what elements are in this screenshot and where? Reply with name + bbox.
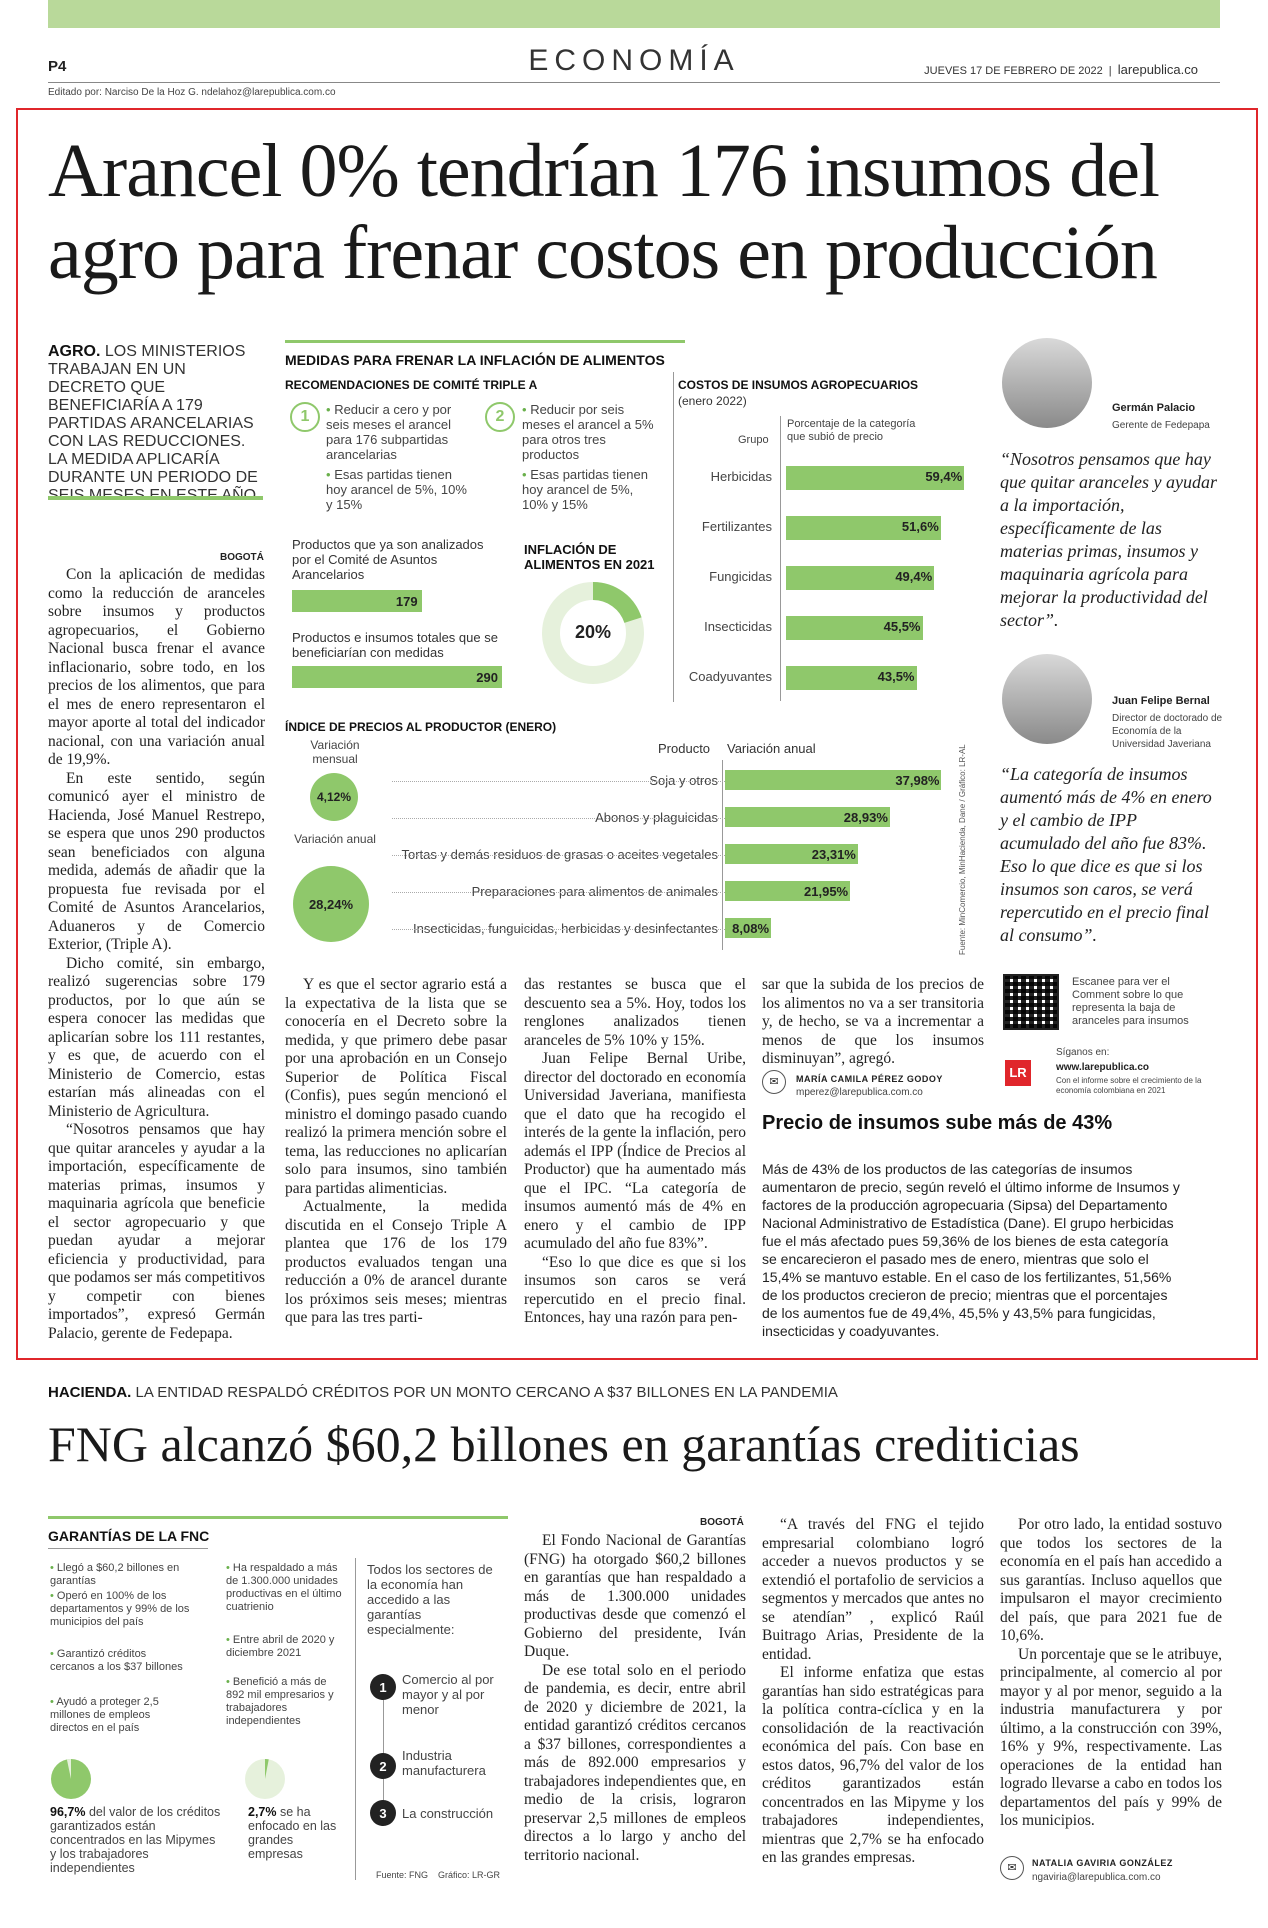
box-title: GARANTÍAS DE LA FNC <box>48 1528 210 1544</box>
box-left-item: • Operó en 100% de los departamentos y 99% de los municipios del país <box>50 1590 190 1628</box>
headline-line1: Arancel 0% tendrían 176 insumos del <box>48 129 1160 213</box>
stat2-text: se ha enfocado en las grandes empresas <box>248 1805 337 1861</box>
category-label: Herbicidas <box>710 469 772 484</box>
rec2-text: • Reducir por seis meses el arancel a 5% para otros tres productos <box>522 402 654 462</box>
stat2-pie <box>244 1758 286 1800</box>
box-left-text: Ayudó a proteger 2,5 millones de empleos directos en el país <box>50 1696 159 1734</box>
box-left-text: Garantizó créditos cercanos a los $37 billones <box>50 1648 183 1673</box>
article2-col3 <box>1000 1516 1222 1831</box>
rec2-number: 2 <box>485 402 515 432</box>
bar-value-label: 43,5% <box>877 669 915 684</box>
stat1-value: 96,7% <box>50 1805 86 1819</box>
paragraph: En este sentido, según comunicó ayer el ministro de Hacienda, José Manuel Restrepo, se espera que unos 290 productos sean beneficiados con alguna medida, además de añadir que la propuesta fue revisada por el Comité de Asuntos Arancelarios, Aduaneros y de Comercio Exterior, (Triple A). <box>48 769 265 953</box>
sectors-title: Todos los sectores de la economía han accedido a las garantías especialmente: <box>367 1562 493 1637</box>
paragraph: das restantes se busca que el descuento sea a 5%. Hoy, todos los renglones analizados tienen aranceles de 5% 10% y 15%. <box>524 976 746 1049</box>
category-label: Preparaciones para alimentos de animales <box>471 884 718 899</box>
box-left-item: • Garantizó créditos cercanos a los $37 billones <box>50 1648 183 1673</box>
ipp-month-value: 4,12% <box>310 773 358 821</box>
ipp-col1: Producto <box>658 741 711 756</box>
date-header: JUEVES 17 DE FEBRERO DE 2022 | larepublica.co <box>924 62 1198 77</box>
author-name: MARÍA CAMILA PÉREZ GODOY <box>796 1074 943 1084</box>
bar-value-label: 23,31% <box>811 847 856 862</box>
bar-value-label: 51,6% <box>901 519 939 534</box>
photo-juan-felipe-bernal <box>1002 654 1092 744</box>
paragraph: Dicho comité, sin embargo, realizó sugerencias sobre 179 productos, por lo que aún se espera conocer las medidas que aplicarían sobre los 111 restantes, y es que, de acuerdo con el Ministerio de Comercio, estas estarían más alineadas con el Ministerio de Agricultura. <box>48 954 265 1120</box>
kicker <box>48 343 263 505</box>
box-mid-item: • Entre abril de 2020 y diciembre 2021 <box>226 1634 335 1659</box>
rec-title: RECOMENDACIONES DE COMITÉ TRIPLE A <box>285 378 538 392</box>
sector2-label: Industria manufacturera <box>402 1748 486 1778</box>
quote1-name: Germán Palacio <box>1112 402 1196 414</box>
follow-site[interactable]: www.larepublica.co <box>1056 1062 1149 1073</box>
bar-value-label: 28,93% <box>843 810 888 825</box>
box-mid-text: Entre abril de 2020 y diciembre 2021 <box>226 1634 335 1659</box>
ipp-title: ÍNDICE DE PRECIOS AL PRODUCTOR (ENERO) <box>285 720 557 734</box>
leader-dots <box>392 781 725 782</box>
leader-dots <box>392 892 725 893</box>
category-label: Abonos y plaguicidas <box>595 810 718 825</box>
box-graphic-text: Gráfico: LR-GR <box>438 1870 501 1880</box>
article1-col4 <box>762 976 984 1069</box>
follow-desc: Con el informe sobre el crecimiento de la economía colombiana en 2021 <box>1056 1076 1202 1095</box>
section-title: ECONOMÍA <box>528 44 740 77</box>
top-color-bar <box>48 0 1220 28</box>
box-left-text: Operó en 100% de los departamentos y 99% de los municipios del país <box>50 1590 190 1628</box>
paragraph: sar que la subida de los precios de los alimentos no va a ser transitoria y, de hecho, se va a incrementar a menos de que los insumos disminuyan”, agregó. <box>762 976 984 1067</box>
prod1-value: 179 <box>395 594 418 609</box>
article1-col2 <box>285 976 507 1328</box>
paragraph: Un porcentaje que se le atribuye, principalmente, al comercio al por mayor y al por menor, seguido a la industria manufacturera y por último, a la construcción con 39%, 16% y 9%, respectivamente. Las operaciones de la entidad han logrado llevarse a cabo en todos los departamentos del país y 99% de los municipios. <box>1000 1645 1222 1829</box>
author-icon: ✉ <box>762 1070 786 1094</box>
headline-line2: agro para frenar costos en producción <box>48 211 1157 295</box>
photo-german-palacio <box>1002 338 1092 428</box>
box-mid-text: Ha respaldado a más de 1.300.000 unidades productivas en el último cuatrienio <box>226 1562 342 1613</box>
rec1-number: 1 <box>290 402 320 432</box>
stat1 <box>50 1805 225 1875</box>
costs-axis <box>780 416 781 701</box>
author2-name: NATALIA GAVIRIA GONZÁLEZ <box>1032 1858 1173 1868</box>
paragraph: “A través del FNG el tejido empresarial colombiano logró acceder a nuevos productos y se extendió el portafolio de servicios a segmentos y mercados que antes no se atendían” , explicó Raúl Buitrago Arias, Presidente de la entidad. <box>762 1516 984 1663</box>
kicker-underline <box>48 496 263 500</box>
costs-sub: (enero 2022) <box>678 394 747 408</box>
costs-col1: Grupo <box>738 434 769 446</box>
box-left-text: Llegó a $60,2 billones en garantías <box>50 1562 180 1587</box>
box-mid-item: • Ha respaldado a más de 1.300.000 unidades productivas en el último cuatrienio <box>226 1562 342 1613</box>
stat1-text: del valor de los créditos garantizados están concentrados en las Mipymes y los trabajadores independientes <box>50 1805 221 1875</box>
bar-value-label: 37,98% <box>895 773 940 788</box>
box-source <box>376 1870 500 1880</box>
leader-dots <box>392 855 725 856</box>
paragraph: Y es que el sector agrario está a la expectativa de la lista que se conocería en el Decreto sobre la medida, y que primero debe pasar por una aprobación en un Consejo Superior de Política Fiscal (Confis), pues según mencionó el ministro el domingo pasado cuando realizó la primera mención sobre el tema, las reducciones no aplicarían solo para insumos, sino también para partidas alimenticias. <box>285 976 507 1197</box>
sector1-number: 1 <box>370 1674 396 1700</box>
ipp-month-label: Variación mensual <box>310 738 360 766</box>
paragraph: El Fondo Nacional de Garantías (FNG) ha otorgado $60,2 billones en garantías que han respaldado a más de 1.300.000 unidades productivas desde que comenzó el Gobierno del presidente, Iván Duque. <box>524 1532 746 1660</box>
leader-dots <box>392 929 725 930</box>
box-divider <box>355 1558 356 1880</box>
costs-title: COSTOS DE INSUMOS AGROPECUARIOS <box>678 378 919 392</box>
inflation-title: INFLACIÓN DE ALIMENTOS EN 2021 <box>524 542 655 572</box>
page-number: P4 <box>48 58 67 75</box>
article2-col2 <box>762 1516 984 1868</box>
site-link[interactable]: larepublica.co <box>1117 62 1198 77</box>
paragraph: “Eso lo que dice es que si los insumos son caros se verá repercutido en el precio final. Entonces, hay una razón para pen- <box>524 1253 746 1326</box>
paragraph: El informe enfatiza que estas garantías han sido estratégicas para la política contra-cíclica y en la consolidación de la reactivación económica del país. Con base en estos datos, 96,7% del valor de los créditos garantizados están concentrados en las Mipyme y los trabajadores independientes, mientras que 2,7% se ha enfocado en las grandes empresas. <box>762 1664 984 1866</box>
author2-email[interactable]: ngaviria@larepublica.com.co <box>1032 1872 1161 1883</box>
box-source-text: Fuente: FNG <box>376 1870 429 1880</box>
rec2-note: • Esas partidas tienen hoy arancel de 5%, 10% y 15% <box>522 467 648 512</box>
sector2-number: 2 <box>370 1753 396 1779</box>
category-label: Insecticidas <box>704 619 772 634</box>
header-rule <box>48 82 1220 83</box>
headline2: FNG alcanzó $60,2 billones en garantías crediticias <box>48 1416 1080 1472</box>
author-email[interactable]: mperez@larepublica.com.co <box>796 1087 923 1098</box>
box-left-item: • Ayudó a proteger 2,5 millones de empleos directos en el país <box>50 1696 159 1734</box>
author2-icon: ✉ <box>1000 1856 1024 1880</box>
sidebar-text: Más de 43% de los productos de las categorías de insumos aumentaron de precio, según reveló el último informe de Insumos y factores de la producción agropecuaria (Sipsa) del Departamento Nacional Administrativo de Estadística (Dane). El grupo herbicidas fue el más afectado pues 59,36% de los bienes de esta categoría se encarecieron el pasado mes de enero, mientras que solo el 15,4% se mantuvo estable. En el caso de los fertilizantes, 51,56% de los productos crecieron de precio; mientras que el porcentajes de los aumentos fue de 49,4%, 45,5% y 43,5% para fungicidas, insecticidas y coadyuvantes. <box>762 1161 1180 1339</box>
paragraph: Juan Felipe Bernal Uribe, director del doctorado en economía Universidad Javeriana, manifiesta que el dato que ha recogido el interés de la gente la inflación, pero además el IPP (Índice de Precios al Productor) que ha aumentado más que el IPC. “La categoría de insumos aumentó más de 4% en enero y el cambio de IPP acumulado del año fue 83%”. <box>524 1050 746 1252</box>
kicker-tag: AGRO. <box>48 343 101 360</box>
bar-value-label: 8,08% <box>732 921 770 936</box>
dateline: BOGOTÁ <box>220 552 264 563</box>
prod2-value: 290 <box>476 670 498 685</box>
quote1-role: Gerente de Fedepapa <box>1112 420 1210 431</box>
article2-col1 <box>524 1532 746 1865</box>
info-source: Fuente: MinComercio, MinHacienda, Dane / Gráfico: LR-AL <box>958 744 967 955</box>
rec2-a: Reducir por seis meses el arancel a 5% para otros tres productos <box>522 402 654 462</box>
bar-value-label: 59,4% <box>925 469 963 484</box>
box-underline <box>48 1548 208 1549</box>
kicker2-tag: HACIENDA. <box>48 1384 132 1401</box>
quote1-text: “Nosotros pensamos que hay que quitar aranceles y ayudar a la importación, específicamente de las materias primas, insumos y maquinaria agrícola para mejorar la productividad del sector”. <box>1000 449 1217 630</box>
kicker2 <box>48 1384 838 1402</box>
ipp-col2: Variación anual <box>727 741 816 756</box>
box-rule <box>48 1516 508 1519</box>
quote2-text: “La categoría de insumos aumentó más de 4% en enero y el cambio de IPP acumulado del año fue 83%. Eso lo que dice es que si los insumos son caros, se verá repercutido en el precio final al consumo”. <box>1000 764 1212 945</box>
rec1-b: Esas partidas tienen hoy arancel de 5%, 10% y 15% <box>326 467 467 512</box>
paragraph: De ese total solo en el periodo de pandemia, es decir, entre abril de 2020 y diciembre de 2021, la entidad garantizó créditos cercanos a $37 billones, correspondientes a más de 892.000 empresarios y trabajadores independientes que, en medio de la crisis, lograron preservar 2,5 millones de empleos directos a lo largo y ancho del territorio nacional. <box>524 1661 746 1864</box>
category-label: Soja y otros <box>649 773 718 788</box>
paragraph: Por otro lado, la entidad sostuvo que todos los sectores de la economía en el país han accedido a sus garantías. Incluso aquellos que impulsaron el mayor crecimiento del país, que para 2021 fue de 10,6%. <box>1000 1516 1222 1644</box>
box-mid-item: • Benefició a más de 892 mil empresarios y trabajadores independientes <box>226 1676 334 1727</box>
issue-date: JUEVES 17 DE FEBRERO DE 2022 <box>924 65 1103 77</box>
bar-value-label: 49,4% <box>895 569 933 584</box>
info-title: MEDIDAS PARA FRENAR LA INFLACIÓN DE ALIMENTOS <box>285 352 665 368</box>
stat2-value: 2,7% <box>248 1805 277 1819</box>
sector3-number: 3 <box>370 1800 396 1826</box>
sidebar-title: Precio de insumos sube más de 43% <box>762 1112 1113 1134</box>
rec1-note: • Esas partidas tienen hoy arancel de 5%, 10% y 15% <box>326 467 467 512</box>
stat2 <box>248 1805 338 1861</box>
sector3-label: La construcción <box>402 1806 494 1821</box>
kicker-text: LOS MINISTERIOS TRABAJAN EN UN DECRETO QUE BENEFICIARÍA A 179 PARTIDAS ARANCELARIAS CON LAS REDUCCIONES. LA MEDIDA APLICARÍA DURANTE UN PERIODO DE <box>48 343 258 486</box>
inflation-value: 20% <box>574 622 612 642</box>
paragraph: Con la aplicación de medidas como la reducción de aranceles sobre insumos y productos agropecuarios, el Gobierno Nacional busca frenar el avance inflacionario, sobre todo, en los precios de los alimentos, que para el mes de enero representaron el mayor aporte al total del indicador nacional, con una variación anual de 19,9%. <box>48 566 265 768</box>
sector1-label: Comercio al por mayor y al por menor <box>402 1672 494 1717</box>
box-left-item: • Llegó a $60,2 billones en garantías <box>50 1562 180 1587</box>
editor-credit: Editado por: Narciso De la Hoz G. ndelahoz@larepublica.com.co <box>48 87 336 98</box>
info-top-rule <box>285 340 685 343</box>
prod2-label: Productos e insumos totales que se beneficiarían con medidas <box>292 630 498 660</box>
lr-logo: LR <box>1005 1060 1031 1086</box>
quote2-role: Director de doctorado de Economía de la Universidad Javeriana <box>1112 713 1223 750</box>
category-label: Insecticidas, funguicidas, herbicidas y desinfectantes <box>413 921 718 936</box>
box-mid-text: Benefició a más de 892 mil empresarios y trabajadores independientes <box>226 1676 334 1727</box>
category-label: Coadyuvantes <box>688 669 772 684</box>
paragraph: “Nosotros pensamos que hay que quitar aranceles y ayudar a la importación, específicamente de materias primas, insumos y maquinaria agrícola que beneficie el sector agropecuario y que puedan ayudar a mejorar eficiencia y productividad, para que podamos ser más competitivos y competir con bienes importados”, expresó Germán Palacio, gerente de Fedepapa. <box>48 1121 265 1342</box>
bar-value-label: 21,95% <box>804 884 849 899</box>
paragraph: Actualmente, la medida discutida en el Consejo Triple A plantea que 176 de los 179 productos evaluados tengan una reducción a 0% de arancel durante los próximos seis meses; mientras que para las tres parti- <box>285 1198 507 1326</box>
category-label: Fungicidas <box>709 569 772 584</box>
quote2-name: Juan Felipe Bernal <box>1112 695 1210 707</box>
category-label: Fertilizantes <box>701 519 772 534</box>
article1-col3 <box>524 976 746 1328</box>
category-label: Tortas y demás residuos de grasas o aceites vegetales <box>401 847 718 862</box>
rec1-text: • Reducir a cero y por seis meses el arancel para 176 subpartidas arancelarias <box>326 402 452 462</box>
stat1-pie <box>50 1758 92 1800</box>
article1-col1 <box>48 566 265 1343</box>
leader-dots <box>392 818 725 819</box>
qr-text: Escanee para ver el Comment sobre lo que representa la baja de aranceles para insumos <box>1072 976 1189 1027</box>
info-divider <box>673 372 674 702</box>
prod1-label: Productos que ya son analizados por el Comité de Asuntos Arancelarios <box>292 537 484 582</box>
rec1-a: Reducir a cero y por seis meses el arancel para 176 subpartidas arancelarias <box>326 402 452 462</box>
follow-label: Síganos en: <box>1056 1047 1110 1058</box>
costs-col2: Porcentaje de la categoría que subió de precio <box>787 418 916 443</box>
bar-value-label: 45,5% <box>883 619 921 634</box>
kicker2-text: LA ENTIDAD RESPALDÓ CRÉDITOS POR UN MONTO CERCANO A $37 BILLONES EN LA PANDEMIA <box>135 1384 838 1401</box>
ipp-year-label: Variación anual <box>294 832 376 846</box>
qr-code[interactable] <box>1003 974 1059 1030</box>
rec2-b: Esas partidas tienen hoy arancel de 5%, 10% y 15% <box>522 467 648 512</box>
ipp-year-value: 28,24% <box>293 866 369 942</box>
dateline2: BOGOTÁ <box>700 1517 744 1528</box>
